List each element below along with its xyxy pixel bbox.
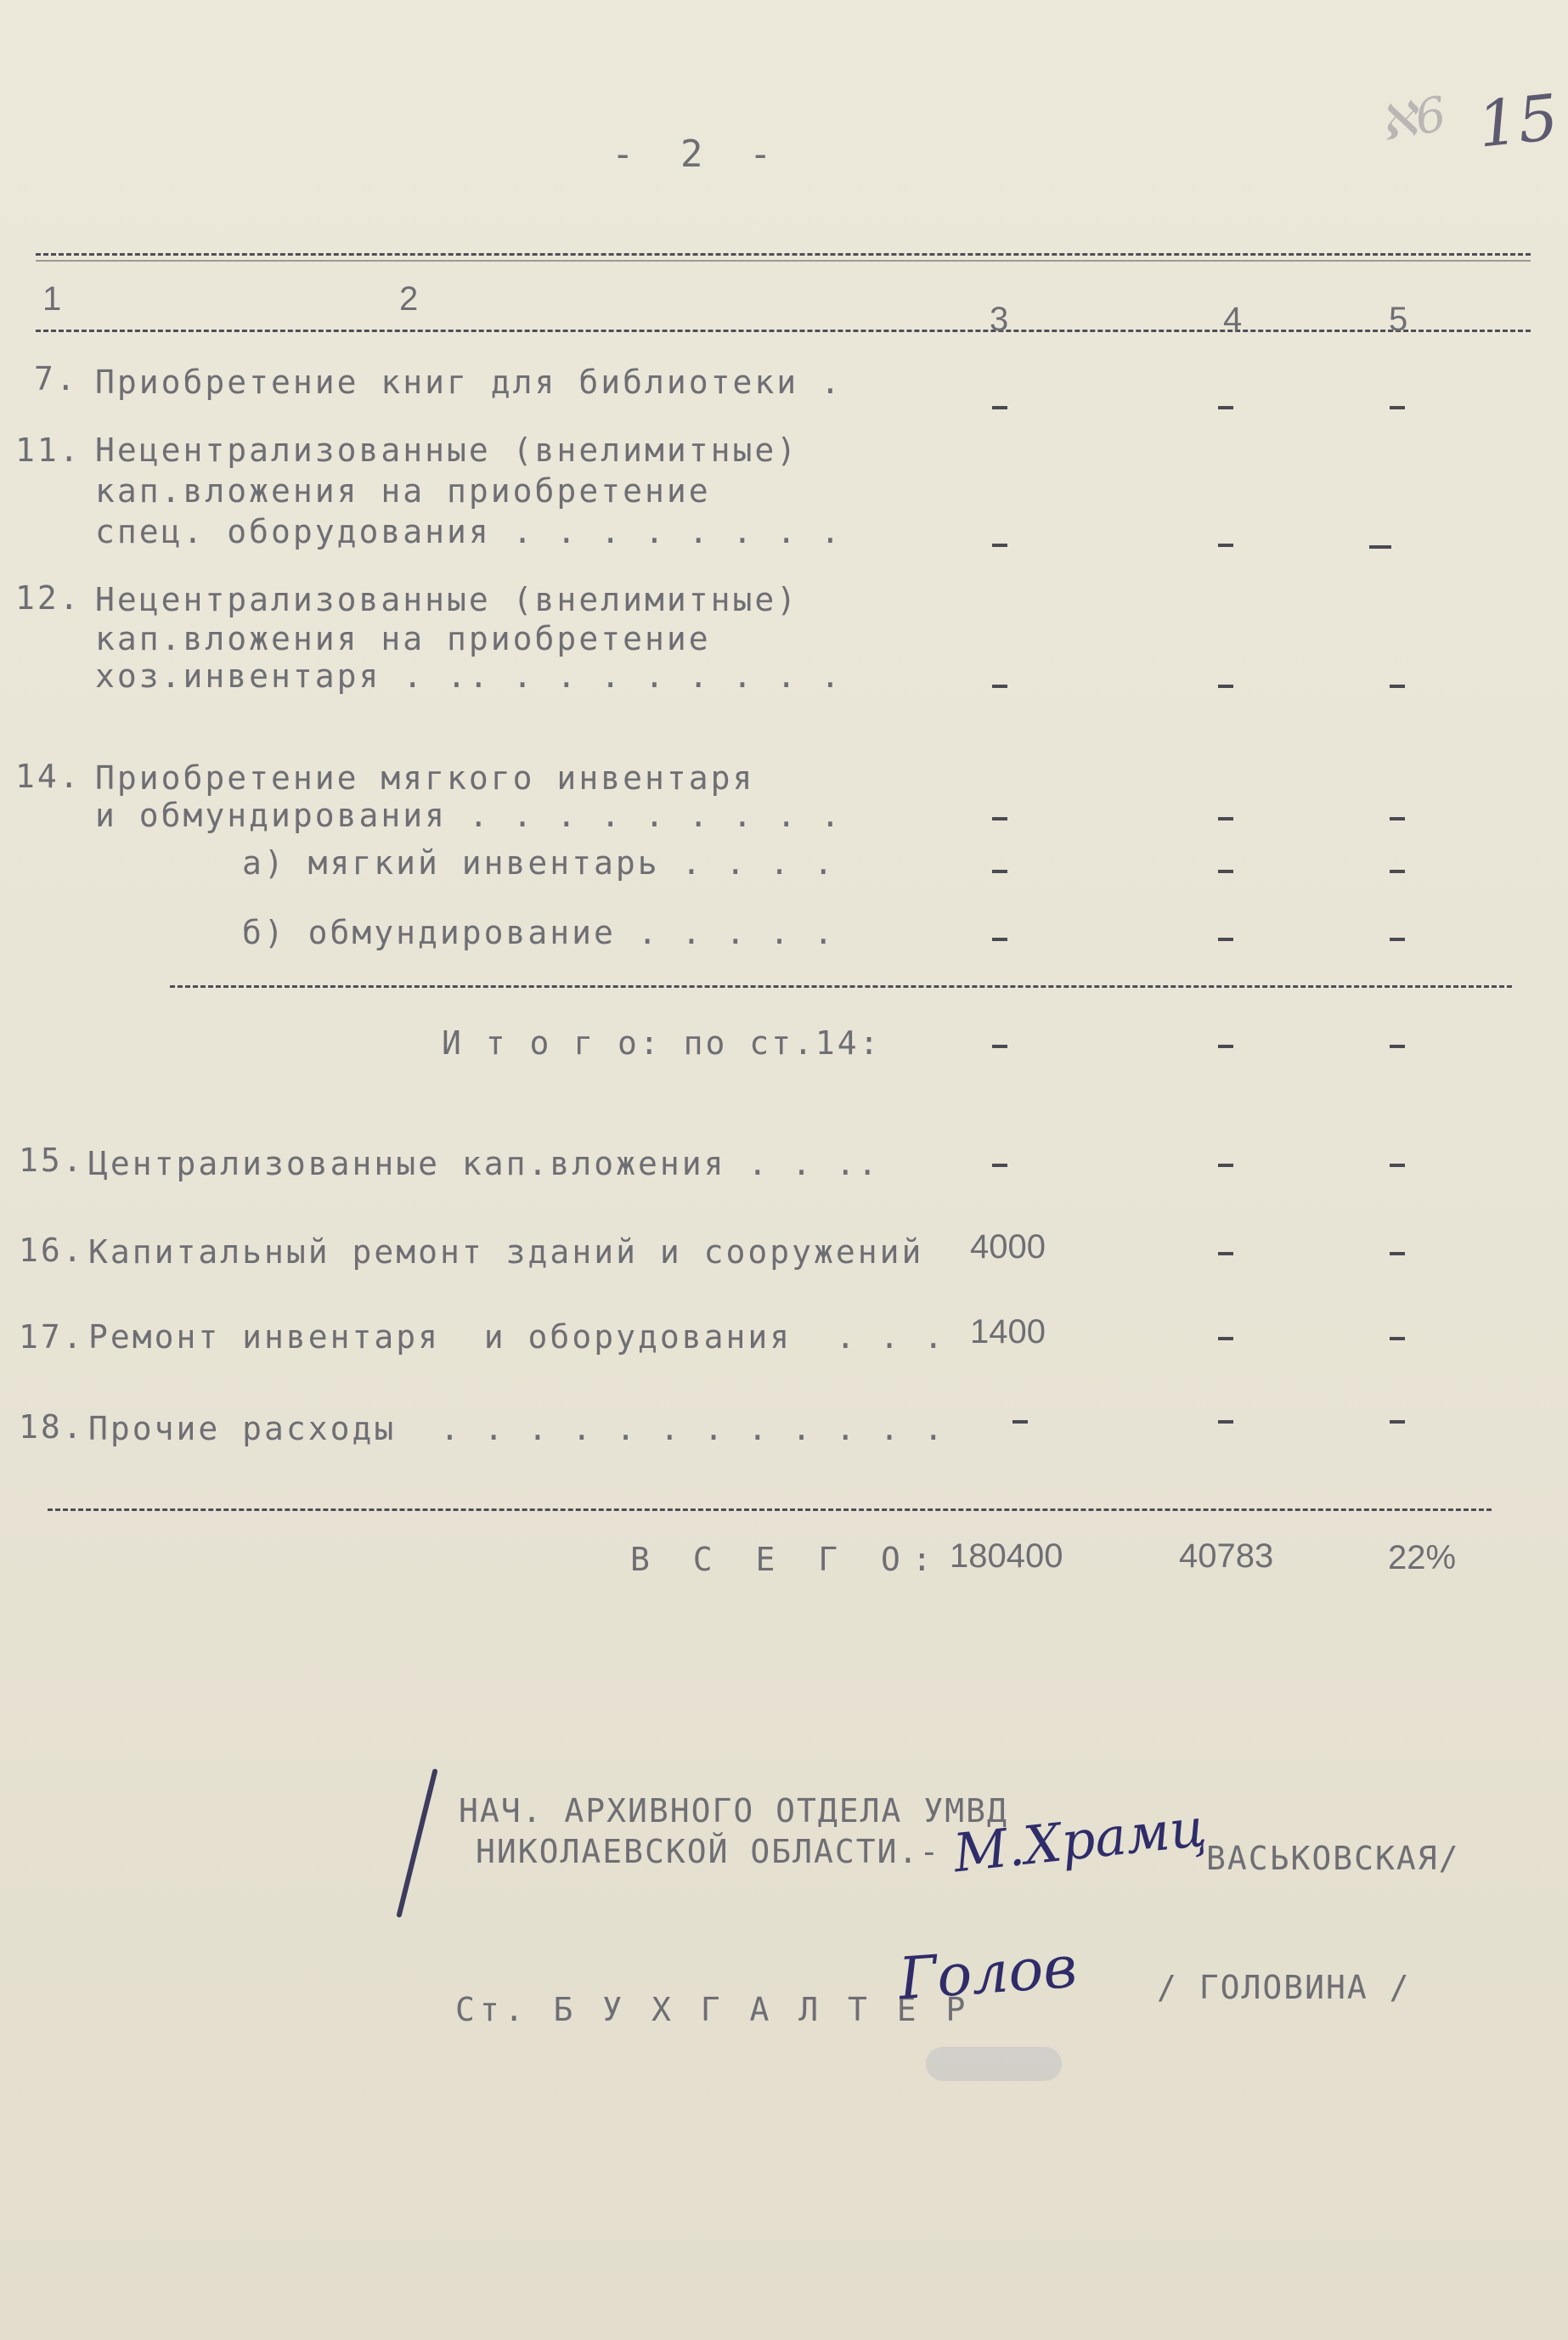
cell-col3	[992, 685, 1007, 688]
row-number: 11.	[15, 431, 82, 469]
cell-col3	[1012, 1420, 1028, 1424]
row-label-line-3: хоз.инвентаря . .. . . . . . . . .	[95, 657, 843, 695]
cell-col5	[1369, 545, 1391, 549]
row-label: б) обмундирование . . . . .	[242, 914, 836, 951]
cell-col3	[992, 544, 1007, 547]
total-col5: 22%	[1388, 1539, 1457, 1576]
row-label: Приобретение книг для библиотеки .	[95, 364, 843, 401]
slash-mark	[396, 1768, 437, 1918]
row-number: 17.	[19, 1318, 85, 1356]
cell-col3	[992, 406, 1007, 409]
cell-col5	[1390, 1420, 1405, 1424]
row-label-line-2: и обмундирования . . . . . . . . .	[95, 797, 843, 834]
row-number: 12.	[15, 579, 82, 617]
cell-col4	[1218, 1164, 1233, 1167]
cell-col4	[1218, 1337, 1233, 1340]
cell-col5	[1390, 870, 1405, 873]
cell-col5	[1390, 1164, 1405, 1167]
cell-col4	[1218, 1420, 1233, 1424]
cell-col5	[1390, 1337, 1405, 1340]
row-label: Ремонт инвентаря и оборудования . . .	[88, 1318, 946, 1356]
cell-col4	[1218, 938, 1233, 941]
cell-col5	[1390, 1045, 1405, 1048]
accountant-name: / ГОЛОВИНА /	[1157, 1969, 1411, 2006]
column-2: 2	[399, 280, 419, 318]
cell-col3	[992, 1045, 1007, 1048]
row-label-line-2: кап.вложения на приобретение	[95, 472, 711, 510]
cell-col4	[1218, 817, 1233, 820]
row-label: Капитальный ремонт зданий и сооружений	[88, 1233, 924, 1271]
row-label: Прочие расходы . . . . . . . . . . . .	[88, 1410, 946, 1447]
page-marker: - 2 -	[612, 133, 784, 176]
row-label-line-3: спец. оборудования . . . . . . . .	[95, 513, 843, 550]
row-number: 14.	[15, 758, 82, 795]
accountant-signature: Голов	[896, 1933, 1080, 2014]
head-name: ВАСЬКОВСКАЯ/	[1206, 1840, 1460, 1877]
column-3: 3	[990, 301, 1009, 338]
cell-col3	[992, 938, 1007, 941]
row-number: 7.	[34, 360, 78, 398]
row-number: 15.	[19, 1142, 85, 1179]
row-label-line-1: Нецентрализованные (внелимитные)	[95, 431, 799, 469]
row-number: 16.	[19, 1232, 85, 1269]
column-1: 1	[42, 280, 62, 318]
total-col4: 40783	[1179, 1537, 1274, 1575]
cell-col4	[1218, 1252, 1233, 1255]
head-title-line-1: НАЧ. АРХИВНОГО ОТДЕЛА УМВД	[459, 1792, 1008, 1830]
cell-col5	[1390, 938, 1405, 941]
row-label: Централизованные кап.вложения . . ..	[88, 1145, 880, 1182]
cell-col5	[1390, 406, 1405, 409]
cell-col4	[1218, 870, 1233, 873]
cell-col5	[1390, 817, 1405, 820]
cell-col3: 1400	[970, 1313, 1046, 1350]
cell-col5	[1390, 685, 1405, 688]
archive-stamp-scribble: ℵ6	[1375, 86, 1451, 153]
column-4: 4	[1223, 301, 1243, 338]
cell-col4	[1218, 685, 1233, 688]
cell-col3	[992, 870, 1007, 873]
cell-col3: 4000	[970, 1228, 1046, 1266]
head-title-line-2: НИКОЛАЕВСКОЙ ОБЛАСТИ.-	[476, 1833, 941, 1870]
accountant-title: Ст. Б У Х Г А Л Т Е Р	[455, 1991, 971, 2028]
column-5: 5	[1389, 301, 1408, 338]
cell-col4	[1218, 1045, 1233, 1048]
row-number: 18.	[19, 1408, 85, 1446]
cell-col3	[992, 1164, 1007, 1167]
head-signature: М.Храмц	[950, 1796, 1210, 1885]
total-rule	[48, 1508, 1492, 1511]
total-label: В С Е Г О:	[630, 1541, 944, 1578]
archive-number: 15	[1474, 81, 1562, 162]
row-label-line-1: Нецентрализованные (внелимитные)	[95, 581, 799, 618]
subtotal-rule	[170, 985, 1512, 988]
header-rule-top-2	[36, 260, 1531, 262]
total-col3: 180400	[950, 1537, 1063, 1575]
row-label-line-1: Приобретение мягкого инвентаря	[95, 759, 755, 797]
cell-col3	[992, 817, 1007, 820]
cell-col4	[1218, 406, 1233, 409]
cell-col5	[1390, 1252, 1405, 1255]
cell-col4	[1218, 544, 1233, 547]
row-label: а) мягкий инвентарь . . . .	[242, 844, 836, 882]
ink-smudge	[926, 2047, 1062, 2081]
subtotal-label: И т о г о: по ст.14:	[442, 1024, 882, 1062]
header-rule-top	[36, 253, 1531, 256]
row-label-line-2: кап.вложения на приобретение	[95, 620, 711, 657]
header-rule-bottom	[36, 330, 1531, 332]
